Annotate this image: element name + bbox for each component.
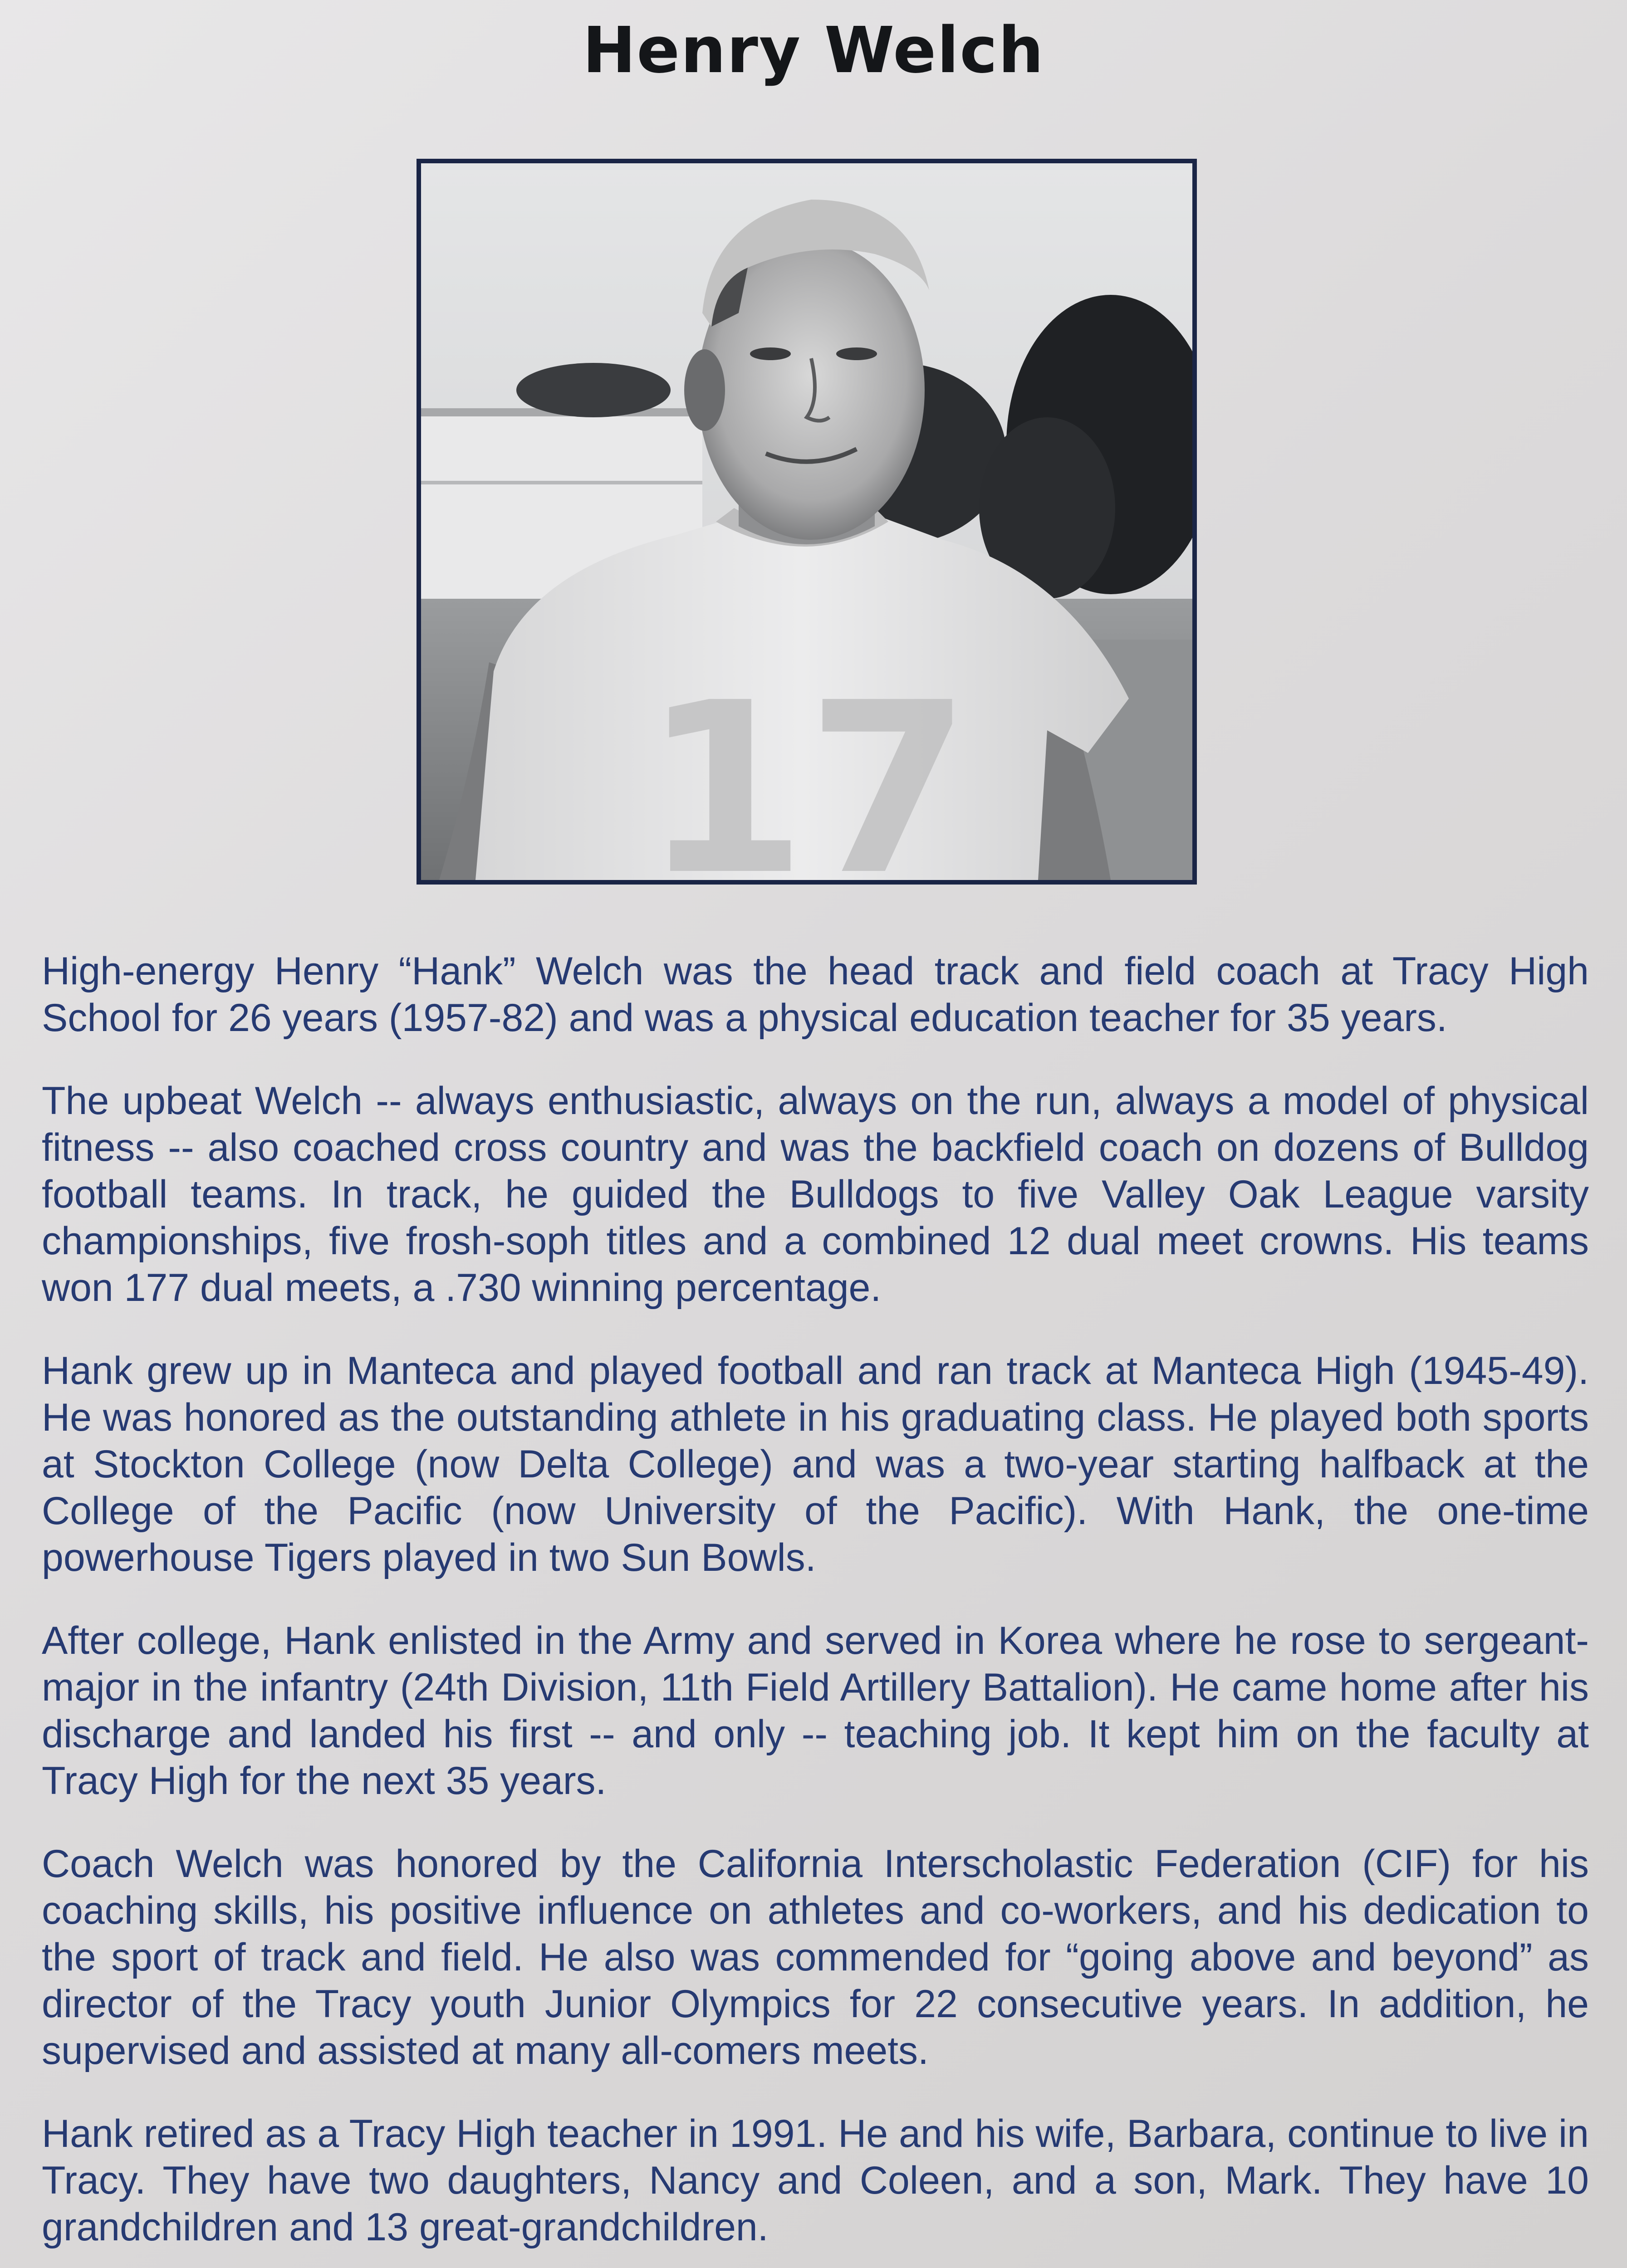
bio-paragraph-4: After college, Hank enlisted in the Army and served in Korea where he rose to sergeant-major in the infantry (24th Division, 11th Field Artillery Battalion). He came home after his discharge and landed his first -- and only -- teaching job. It kept him on the faculty at Tracy High for the next 35 years.: [42, 1619, 1589, 1803]
portrait-illustration: [421, 163, 1192, 880]
bio-paragraph-1: High-energy Henry “Hank” Welch was the head track and field coach at Tracy High School for 26 years (1957-82) and was a physical education teacher for 35 years.: [42, 949, 1589, 1040]
jersey-number: 17: [642, 652, 971, 880]
biography-text: [42, 948, 1589, 2268]
bio-paragraph-5: Coach Welch was honored by the California Interscholastic Federation (CIF) for his coaching skills, his positive influence on athletes and co-workers, and his dedication to the sport of track and field. He also was commended for “going above and beyond” as director of the Tracy youth Junior Olympics for 22 consecutive years. In addition, he supervised and assisted at many all-comers meets.: [42, 1842, 1589, 2072]
bio-paragraph-2: The upbeat Welch -- always enthusiastic, always on the run, always a model of physical fitness -- also coached cross country and was the backfield coach on dozens of Bulldog football teams. In track, he guided the Bulldogs to five Valley Oak League varsity championships, five frosh-soph titles and a combined 12 dual meet crowns. His teams won 177 dual meets, a .730 winning percentage.: [42, 1079, 1589, 1310]
page-title: Henry Welch: [583, 14, 1044, 88]
portrait-photo: [417, 159, 1197, 885]
bio-paragraph-6: Hank retired as a Tracy High teacher in 1991. He and his wife, Barbara, continue to live in Tracy. They have two daughters, Nancy and Coleen, and a son, Mark. They have 10 grandchildren and 13 great-grandchildren.: [42, 2112, 1589, 2249]
bio-paragraph-3: Hank grew up in Manteca and played football and ran track at Manteca High (1945-49). He was honored as the outstanding athlete in his graduating class. He played both sports at Stockton College (now Delta College) and was a two-year starting halfback at the College of the Pacific (now University of the Pacific). With Hank, the one-time powerhouse Tigers played in two Sun Bowls.: [42, 1349, 1589, 1579]
